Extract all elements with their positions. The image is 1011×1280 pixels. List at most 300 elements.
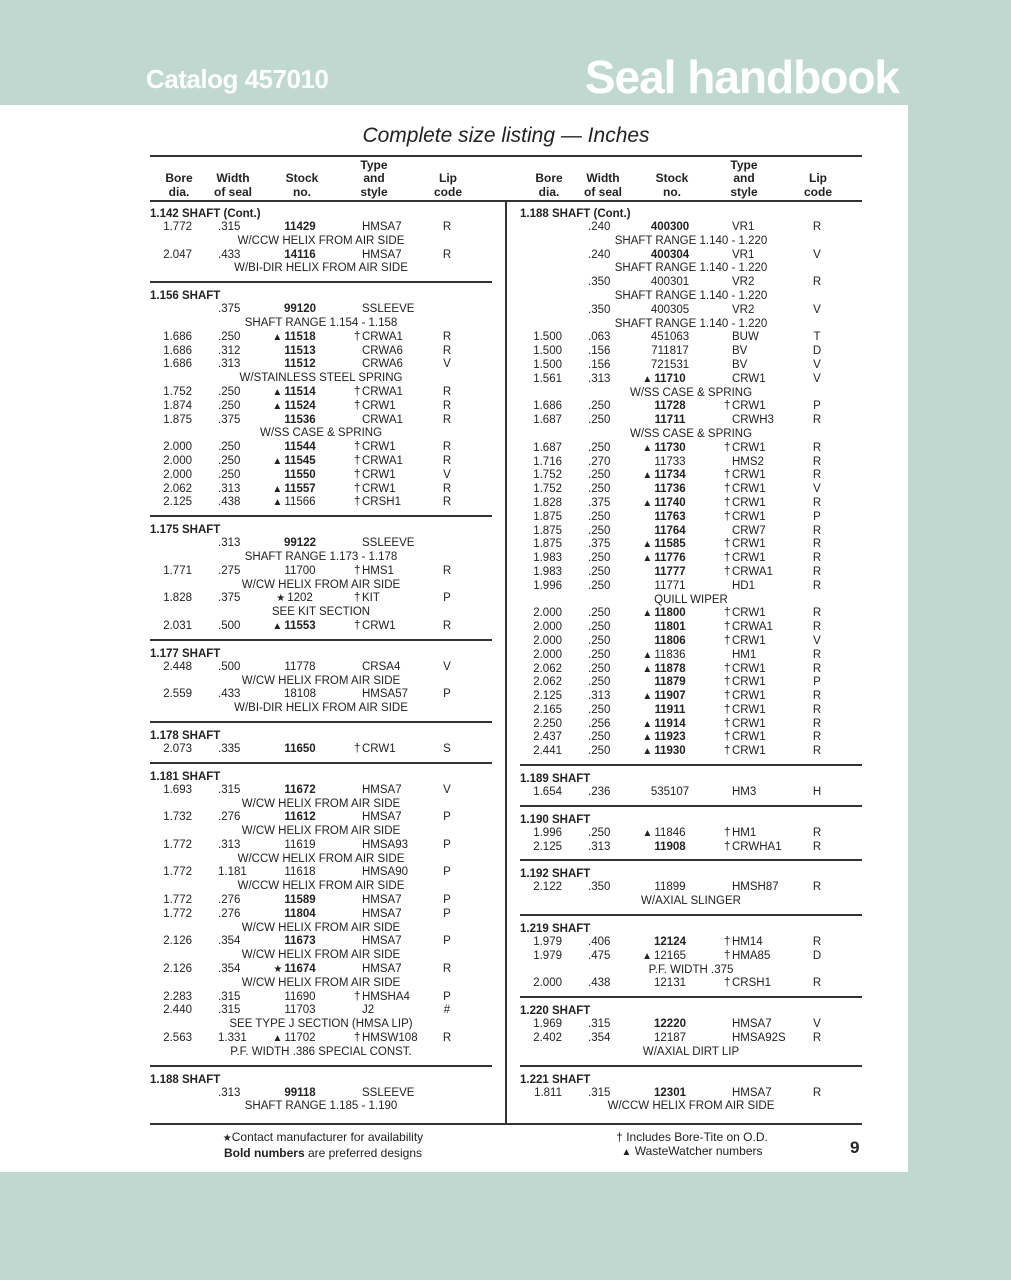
stock-no xyxy=(284,866,315,880)
stock-no xyxy=(654,881,685,895)
lip-code: P xyxy=(443,907,451,920)
shaft-heading: 1.188 SHAFT (Cont.) xyxy=(520,208,631,220)
dagger-icon: † xyxy=(724,621,731,634)
shaft-heading: 1.221 SHAFT xyxy=(520,1073,591,1086)
table-row xyxy=(150,249,492,263)
stock-no xyxy=(651,304,689,318)
stock-number: 535107 xyxy=(650,786,690,799)
stock-number: 1202 xyxy=(287,592,313,605)
stock-number: 18108 xyxy=(284,688,316,701)
note-text: SHAFT RANGE 1.140 - 1.220 xyxy=(614,317,768,330)
stock-no xyxy=(642,469,686,483)
catalog-number: Catalog 457010 xyxy=(146,64,329,94)
stock-number: 11728 xyxy=(654,400,686,413)
dagger-icon: † xyxy=(724,745,731,758)
type-style: HMSA7 xyxy=(732,1018,772,1031)
table-row xyxy=(150,400,492,414)
dagger-icon: † xyxy=(354,330,361,343)
column-header-line: no. xyxy=(293,184,311,199)
table-row xyxy=(520,731,862,745)
stock-no xyxy=(284,565,315,579)
stock-number: 11672 xyxy=(284,783,316,796)
bore-dia: 1.687 xyxy=(533,441,562,454)
type-style: CRSH1 xyxy=(732,977,771,990)
shaft-heading: 1.219 SHAFT xyxy=(520,923,591,936)
type-style: CRW7 xyxy=(732,524,766,537)
note-text: SHAFT RANGE 1.140 - 1.220 xyxy=(614,289,768,302)
bore-dia: 1.500 xyxy=(533,331,562,344)
stock-no xyxy=(654,1087,686,1101)
stock-number: 11544 xyxy=(284,441,316,454)
table-row xyxy=(150,743,492,757)
table-row xyxy=(150,565,492,579)
lip-code: R xyxy=(442,564,452,577)
lip-code: V xyxy=(813,303,821,316)
stock-number: 11619 xyxy=(284,838,316,851)
bore-dia: 2.062 xyxy=(533,662,562,675)
stock-number: 11700 xyxy=(284,564,316,577)
bore-dia: 2.062 xyxy=(163,482,192,495)
bore-dia: 1.732 xyxy=(163,811,192,824)
type-style: CRSA4 xyxy=(362,660,401,673)
stock-number: 12124 xyxy=(654,936,686,949)
stock-no xyxy=(642,607,686,621)
table-row xyxy=(150,620,492,634)
triangle-icon: ▲ xyxy=(642,718,653,730)
bore-dia: 1.979 xyxy=(533,949,562,962)
stock-no xyxy=(654,1018,686,1032)
shaft-heading: 1.192 SHAFT xyxy=(520,868,591,881)
row-note xyxy=(520,1100,862,1114)
stock-number: 11878 xyxy=(654,662,686,675)
note-text: W/SS CASE & SPRING xyxy=(629,427,753,440)
shaft-section xyxy=(520,207,862,766)
lip-code: P xyxy=(443,592,451,605)
type-style: HMSA7 xyxy=(732,1086,772,1099)
note-text: W/BI-DIR HELIX FROM AIR SIDE xyxy=(234,262,408,275)
bore-dia: 1.500 xyxy=(533,345,562,358)
bore-dia: 2.402 xyxy=(533,1032,562,1045)
table-row xyxy=(150,908,492,922)
stock-number: 11836 xyxy=(654,648,686,661)
table-row xyxy=(150,358,492,372)
column-header-line: Bore xyxy=(535,171,563,185)
table-row xyxy=(520,1018,862,1032)
stock-no xyxy=(654,580,685,594)
triangle-note: WasteWatcher numbers xyxy=(634,1144,763,1158)
triangle-icon: ▲ xyxy=(272,497,283,509)
type-style: HM1 xyxy=(732,826,757,839)
dagger-icon: † xyxy=(724,496,731,509)
note-text: W/CW HELIX FROM AIR SIDE xyxy=(241,797,401,810)
seal-width: .250 xyxy=(588,703,611,716)
table-row xyxy=(520,525,862,539)
stock-number: 400305 xyxy=(650,303,690,316)
dagger-icon: † xyxy=(724,607,731,620)
bore-dia: 1.772 xyxy=(163,907,192,920)
lip-code: D xyxy=(812,345,822,358)
shaft-section xyxy=(150,770,492,1067)
table-row xyxy=(150,455,492,469)
seal-width: 1.181 xyxy=(218,866,247,879)
table-row xyxy=(520,331,862,345)
column-header-line: dia. xyxy=(168,184,190,199)
table-row xyxy=(520,676,862,690)
column-header-line: style xyxy=(360,184,388,199)
seal-width: .275 xyxy=(218,564,241,577)
lip-code: R xyxy=(812,703,822,716)
type-style: HMS1 xyxy=(362,564,394,577)
lip-code: V xyxy=(813,634,821,647)
stock-number: 721531 xyxy=(650,358,690,371)
table-row xyxy=(150,894,492,908)
type-style: CRW1 xyxy=(732,510,766,523)
stock-number: 11923 xyxy=(654,731,686,744)
bore-dia: 1.996 xyxy=(533,579,562,592)
bore-dia: 1.772 xyxy=(163,866,192,879)
shaft-section xyxy=(520,1073,862,1120)
type-style: HMSA7 xyxy=(362,248,402,261)
stock-number: 12187 xyxy=(654,1032,686,1045)
row-note xyxy=(150,798,492,812)
column-header-line: dia. xyxy=(538,184,560,199)
stock-no xyxy=(654,483,685,497)
stock-number: 11690 xyxy=(284,990,316,1003)
column-header-line: and xyxy=(733,171,755,185)
triangle-icon: ▲ xyxy=(642,470,653,482)
column-header-width xyxy=(584,172,622,199)
stock-number: 400301 xyxy=(650,276,690,289)
stock-no xyxy=(655,414,686,428)
note-text: P.F. WIDTH .375 xyxy=(648,963,734,976)
dagger-icon: † xyxy=(724,538,731,551)
triangle-icon: ▲ xyxy=(642,732,653,744)
bore-dia: 1.716 xyxy=(533,455,562,468)
stock-number: 11763 xyxy=(654,510,686,523)
lip-code: R xyxy=(812,455,822,468)
stock-number: 11702 xyxy=(284,1032,316,1045)
bore-dia: 1.687 xyxy=(533,414,562,427)
stock-no xyxy=(654,400,685,414)
column-header-line: of seal xyxy=(583,184,623,199)
type-style: HMSH87 xyxy=(732,881,779,894)
stock-no xyxy=(642,441,686,456)
star-icon: ★ xyxy=(273,964,283,976)
stock-number: 11771 xyxy=(654,579,686,592)
lip-code: R xyxy=(442,385,452,398)
stock-no xyxy=(284,743,315,757)
bore-dia: 2.000 xyxy=(163,454,192,467)
dagger-icon: † xyxy=(724,936,731,949)
seal-width: .270 xyxy=(588,455,611,468)
type-style: CRW1 xyxy=(732,745,766,758)
seal-width: .313 xyxy=(218,838,241,851)
lip-code: R xyxy=(442,344,452,357)
table-row xyxy=(520,276,862,290)
table-row xyxy=(520,456,862,470)
seal-width: .250 xyxy=(588,648,611,661)
table-row xyxy=(520,538,862,552)
lip-code: R xyxy=(812,276,822,289)
type-style: CRW1 xyxy=(732,441,766,454)
stock-no xyxy=(642,826,686,841)
note-text: SHAFT RANGE 1.140 - 1.220 xyxy=(614,234,768,247)
stock-no xyxy=(284,811,315,825)
dagger-icon: † xyxy=(724,977,731,990)
table-row xyxy=(520,745,862,759)
row-note xyxy=(150,1046,492,1060)
seal-width: .375 xyxy=(218,592,241,605)
stock-no xyxy=(273,963,316,977)
table-row xyxy=(520,977,862,991)
shaft-section xyxy=(150,1073,492,1120)
seal-width: .315 xyxy=(588,1018,611,1031)
lip-code: R xyxy=(812,1032,822,1045)
dagger-icon: † xyxy=(724,510,731,523)
lip-code: S xyxy=(443,742,451,755)
bore-dia: 1.969 xyxy=(533,1018,562,1031)
stock-no xyxy=(272,482,316,497)
lip-code: P xyxy=(443,935,451,948)
triangle-icon: ▲ xyxy=(272,386,283,398)
dagger-icon: † xyxy=(724,565,731,578)
stock-no xyxy=(651,786,689,800)
lip-code: R xyxy=(812,826,822,839)
bore-dia: 2.125 xyxy=(533,690,562,703)
row-note xyxy=(150,949,492,963)
seal-width: .276 xyxy=(218,811,241,824)
shaft-heading: 1.220 SHAFT xyxy=(520,1005,591,1018)
table-row xyxy=(520,663,862,677)
shaft-heading: 1.189 SHAFT xyxy=(520,773,591,786)
lip-code: R xyxy=(812,840,822,853)
stock-number: 11550 xyxy=(284,468,316,481)
stock-no xyxy=(272,330,316,345)
stock-no xyxy=(284,303,316,317)
table-row xyxy=(150,345,492,359)
type-style: HMSA7 xyxy=(362,811,402,824)
table-row xyxy=(150,496,492,510)
note-text: W/SS CASE & SPRING xyxy=(629,386,753,399)
stock-no xyxy=(642,538,686,552)
stock-number: 11908 xyxy=(654,840,686,853)
type-style: CRW1 xyxy=(732,690,766,703)
seal-width: .250 xyxy=(218,330,241,343)
stock-number: 11846 xyxy=(654,826,686,839)
row-note xyxy=(520,895,862,909)
shaft-heading: 1.190 SHAFT xyxy=(520,813,591,826)
type-style: CRW1 xyxy=(732,607,766,620)
stock-number: 11776 xyxy=(654,552,686,565)
stock-no xyxy=(284,537,316,551)
type-style: HMSA7 xyxy=(362,963,402,976)
table-row xyxy=(520,345,862,359)
stock-number: 11879 xyxy=(654,676,686,689)
type-style: SSLEEVE xyxy=(362,537,415,550)
seal-width: .250 xyxy=(588,552,611,565)
bore-dia: 2.000 xyxy=(533,621,562,634)
star-icon: ★ xyxy=(222,1133,232,1144)
table-row xyxy=(520,304,862,318)
type-style: CRW1 xyxy=(732,496,766,509)
table-row xyxy=(520,786,862,800)
bore-dia: 1.983 xyxy=(533,565,562,578)
stock-no xyxy=(642,552,686,566)
column-header-line: of seal xyxy=(213,184,253,199)
type-style: CRW1 xyxy=(732,662,766,675)
type-style: BV xyxy=(732,358,748,371)
triangle-icon: ▲ xyxy=(272,1033,283,1045)
note-text: P.F. WIDTH .386 SPECIAL CONST. xyxy=(230,1045,412,1058)
stock-number: 12301 xyxy=(654,1086,686,1099)
table-row xyxy=(520,400,862,414)
page-number: 9 xyxy=(850,1138,860,1157)
type-style: HMSA7 xyxy=(362,894,402,907)
note-text: W/CCW HELIX FROM AIR SIDE xyxy=(607,1100,775,1113)
type-style: CRSH1 xyxy=(362,496,401,509)
dagger-icon: † xyxy=(724,552,731,565)
lip-code: R xyxy=(812,745,822,758)
triangle-icon: ▲ xyxy=(272,455,283,467)
bore-dia: 2.448 xyxy=(163,660,192,673)
seal-width: .433 xyxy=(218,248,241,261)
shaft-heading: 1.177 SHAFT xyxy=(150,647,221,660)
bore-dia: 2.000 xyxy=(533,648,562,661)
seal-width: .406 xyxy=(588,936,611,949)
seal-width: .250 xyxy=(218,399,241,412)
row-note xyxy=(150,977,492,991)
type-style: BV xyxy=(732,345,748,358)
dagger-icon: † xyxy=(354,482,361,495)
dagger-icon: † xyxy=(724,690,731,703)
seal-width: .313 xyxy=(588,840,611,853)
stock-no xyxy=(654,456,685,470)
shaft-section xyxy=(150,289,492,517)
stock-number: 11736 xyxy=(654,483,686,496)
column-header-line: Bore xyxy=(165,171,193,185)
bore-dia: 2.125 xyxy=(163,496,192,509)
bore-dia: 2.165 xyxy=(533,703,562,716)
seal-width: .315 xyxy=(218,221,241,233)
lip-code: R xyxy=(812,621,822,634)
note-text: SHAFT RANGE 1.140 - 1.220 xyxy=(614,262,768,275)
lip-code: R xyxy=(812,552,822,565)
stock-number: 12220 xyxy=(654,1018,686,1031)
dagger-note: Includes Bore-Tite on O.D. xyxy=(626,1130,768,1144)
seal-width: .250 xyxy=(588,414,611,427)
lip-code: P xyxy=(443,990,451,1003)
type-style: CRW1 xyxy=(732,483,766,496)
dagger-icon: † xyxy=(724,826,731,839)
stock-number: 99122 xyxy=(284,537,316,550)
column-header-line: Stock xyxy=(285,171,319,185)
type-style: CRWA1 xyxy=(362,413,403,426)
row-note xyxy=(150,427,492,441)
table-row xyxy=(150,221,492,235)
note-text: W/CCW HELIX FROM AIR SIDE xyxy=(237,852,405,865)
type-style: CRW1 xyxy=(732,731,766,744)
table-row xyxy=(150,963,492,977)
lip-code: R xyxy=(812,648,822,661)
dagger-icon: † xyxy=(354,1032,361,1045)
lip-code: R xyxy=(442,454,452,467)
star-icon: ★ xyxy=(276,593,286,605)
bore-dia: 2.000 xyxy=(533,977,562,990)
table-row xyxy=(520,718,862,732)
column-header-width xyxy=(214,172,252,199)
table-row xyxy=(150,303,492,317)
triangle-icon: ▲ xyxy=(642,663,653,675)
bore-dia: 2.563 xyxy=(163,1032,192,1045)
listing-right-column xyxy=(520,207,862,1119)
seal-width: .256 xyxy=(588,717,611,730)
seal-width: .315 xyxy=(218,990,241,1003)
shaft-heading: 1.142 SHAFT (Cont.) xyxy=(150,208,261,220)
stock-no xyxy=(651,276,689,290)
type-style: CRWA1 xyxy=(362,385,403,398)
seal-width: .315 xyxy=(218,1004,241,1017)
stock-number: 11801 xyxy=(654,621,686,634)
row-note xyxy=(150,551,492,565)
triangle-icon: ▲ xyxy=(272,331,283,343)
seal-width: .315 xyxy=(218,783,241,796)
triangle-icon: ▲ xyxy=(272,400,283,412)
seal-width: .250 xyxy=(588,400,611,413)
triangle-icon: ▲ xyxy=(642,827,653,839)
dagger-icon: † xyxy=(354,454,361,467)
type-style: CRW1 xyxy=(732,538,766,551)
table-row xyxy=(520,607,862,621)
row-note xyxy=(150,579,492,593)
type-style: CRW1 xyxy=(362,619,396,632)
seal-width: .250 xyxy=(588,826,611,839)
triangle-icon: ▲ xyxy=(272,483,283,495)
seal-width: .250 xyxy=(588,510,611,523)
type-style: CRW1 xyxy=(732,703,766,716)
type-style: CRW1 xyxy=(732,400,766,413)
bold-note: are preferred designs xyxy=(304,1146,423,1160)
stock-number: 11733 xyxy=(654,455,686,468)
stock-number: 11512 xyxy=(284,358,316,371)
dagger-icon: † xyxy=(724,840,731,853)
dagger-icon: † xyxy=(724,717,731,730)
bore-dia: 1.875 xyxy=(163,413,192,426)
seal-width: .250 xyxy=(588,621,611,634)
note-text: W/CW HELIX FROM AIR SIDE xyxy=(241,976,401,989)
column-header-bore xyxy=(165,172,192,199)
table-row xyxy=(520,566,862,580)
stock-number: 12165 xyxy=(654,949,686,962)
type-style: VR2 xyxy=(732,276,755,289)
seal-width: .438 xyxy=(218,496,241,509)
stock-no xyxy=(642,949,686,964)
stock-no xyxy=(272,1032,316,1046)
row-note xyxy=(150,880,492,894)
lip-code: P xyxy=(813,510,821,523)
lip-code: R xyxy=(442,496,452,509)
bore-dia: 2.073 xyxy=(163,742,192,755)
type-style: CRW1 xyxy=(732,717,766,730)
dagger-icon: † xyxy=(724,441,731,454)
bore-dia: 1.752 xyxy=(533,483,562,496)
row-note xyxy=(150,262,492,276)
stock-no xyxy=(284,908,315,922)
star-note: Contact manufacturer for availability xyxy=(231,1130,424,1144)
row-note xyxy=(520,964,862,978)
stock-number: 11612 xyxy=(284,811,316,824)
bore-dia: 1.979 xyxy=(533,936,562,949)
stock-number: 11618 xyxy=(284,866,316,879)
